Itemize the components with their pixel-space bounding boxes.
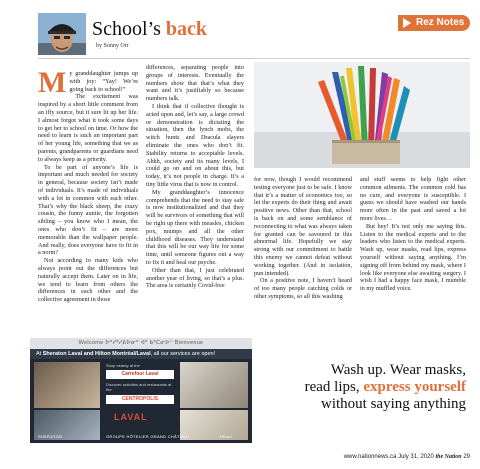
ad-headline-hotels: Sheraton Laval and Hilton Montréal/Laval (42, 351, 151, 357)
title-plain: School’s (92, 18, 166, 40)
header-divider (38, 58, 470, 59)
hotel-advertisement[interactable] (30, 338, 252, 443)
pull-quote-line-1: Wash up. Wear masks, (330, 362, 466, 378)
ad-headline-suffix: , all our services are open! (150, 351, 216, 357)
ad-headline (30, 349, 252, 359)
ad-shop-text: Shop nearby at the (106, 363, 140, 368)
footer-brand: the Nation (435, 454, 462, 460)
hotel-lounge-photo (34, 362, 100, 408)
paragraph: My granddaughter’s innocence comprehends that the need to stay safe is now institutionalized and that they will be survivors of something that will be right up there with measles, chicken pox, mumps and all the other childhood diseases. They understand that this will be our way life for some time, until someone figures out a way to fix it and heal our psyche. (146, 188, 244, 266)
paragraph: To be part of anyone’s life is important and much needed for society in general, because society isn’t made of individuals. It’s made of individuals with a lot in common with each other. That’s why the black sheep, the crazy cousin, the funny auntie, the forgotten sibling – you know who I mean, the ones who don’t fit – are more memorable than the wallpaper people. And really, does everyone have to fit in a norm? (38, 163, 138, 257)
hotel-room-photo (180, 362, 248, 408)
pull-quote-accent: express yourself (363, 379, 466, 395)
drop-cap: M (38, 66, 67, 99)
paragraph: Other than that, I just celebrated another year of living, so that’s a plus. The area is certainly Covid-free (146, 266, 244, 290)
paragraph: differences, separating people into groups of interests. Eventually the numbers show that that’s what they want and it’s justifiably so because numbers talk. (146, 64, 244, 103)
hotel-bedroom-photo (180, 410, 248, 440)
groupe-logo: GROUPE HÔTELIER GRAND CHÂTEAU (106, 434, 189, 439)
arrow-right-icon (403, 18, 411, 28)
carrefour-logo: Carrefour Laval (106, 370, 174, 379)
pull-quote (272, 362, 466, 413)
paragraph: But hey! It’s not only me saying this. Listen to the medical experts and to the leaders who listen to the medical experts. Wash up, wear masks, read lips, express yourself without saying anything. I’m signing off from behind my mask, where I look like everyone else awaiting surgery. I wish I had a happy face mask, I mumble in my muffled voice. (360, 222, 466, 293)
footer-date: July 31, 2020 (398, 454, 434, 460)
page-title (92, 18, 207, 40)
page-number: 29 (463, 454, 470, 460)
ad-discover-text: Discover activities and restaurants at the (106, 382, 172, 392)
pencils-photo (254, 62, 470, 168)
paragraph: I think that if collective thought is acted upon and, let’s say, a large crowd or demonstration is dictating the situation, then the lynch mobs, the witch hunts and Dracula slayers eliminate the ones who don’t fit. Stability returns to acceptable levels. Ahhh, society and its many levels, I could go on and on about this, but today, it’s not people in charge. It’s a tiny little virus that is now in control. (146, 102, 244, 188)
paragraph: and stuff seems to help fight other common ailments. The common cold has no cure, and everyone is susceptible. I guess we should have washed our hands more often in the past and saved a lot more lives… (360, 176, 466, 222)
title-accent: back (165, 18, 208, 40)
paragraph: On a positive note, I haven’t heard of too many people catching colds or other symptoms, so all this washing (254, 277, 352, 300)
ad-welcome-banner: Welcome ᐅᑦᓯᕐᓯᕕᐅᓂᑦ ᐊᑦ ᑲᑦᑕᓂᐅᑉ Bienvenue (30, 338, 252, 349)
pull-quote-line-2 (272, 379, 466, 396)
author-photo (38, 13, 86, 55)
hilton-logo: Hilton (220, 434, 233, 439)
section-badge (398, 15, 470, 31)
pull-quote-line-2-plain: read lips, (304, 379, 364, 395)
paragraph: The excitement was inspired by a short little comment from an iffy source, but it sure lit up her life. I almost forgot what it took some days to get her to school on time. Or how the need to learn is such an important part of her young life, something that we as parents, grandparents or guardians need to always keep as a priority. (38, 93, 138, 163)
ad-headline-prefix: At (36, 351, 43, 357)
footer-site[interactable]: www.nationnews.ca (343, 454, 397, 460)
laval-logo: LAVAL (114, 412, 148, 422)
paragraph: Not according to many kids who always point out the differences but naturally accept them. Later on in life, we tend to learn from others the differences in each other and the collective agreement in those (38, 257, 138, 304)
byline: by Sonny Orr (96, 43, 129, 49)
ad-center-panel (104, 362, 176, 440)
paragraph: y granddaughter jumps up with joy: “Yay! We’re going back to school!” (69, 70, 138, 93)
paragraph: for now, though I would recommend testing everyone just to be safe. I know that it’s a matter of economics too, so let the experts do their thing and await positive news. Other than that, school is back on and some semblance of reconnecting to what was always taken for granted can be savoured in this abnormal life. Hopefully we stay strong with our commitment to battle this enemy we cannot defeat without working together. (And in isolation, pun intended). (254, 176, 352, 277)
section-badge-label: Rez Notes (416, 17, 465, 28)
sheraton-logo: SHERATON (38, 434, 63, 439)
page-footer (290, 454, 470, 460)
centropolis-logo: CENTROPOLIS (106, 395, 174, 404)
article-header (0, 0, 480, 60)
pull-quote-line-3: without saying anything (321, 396, 466, 412)
